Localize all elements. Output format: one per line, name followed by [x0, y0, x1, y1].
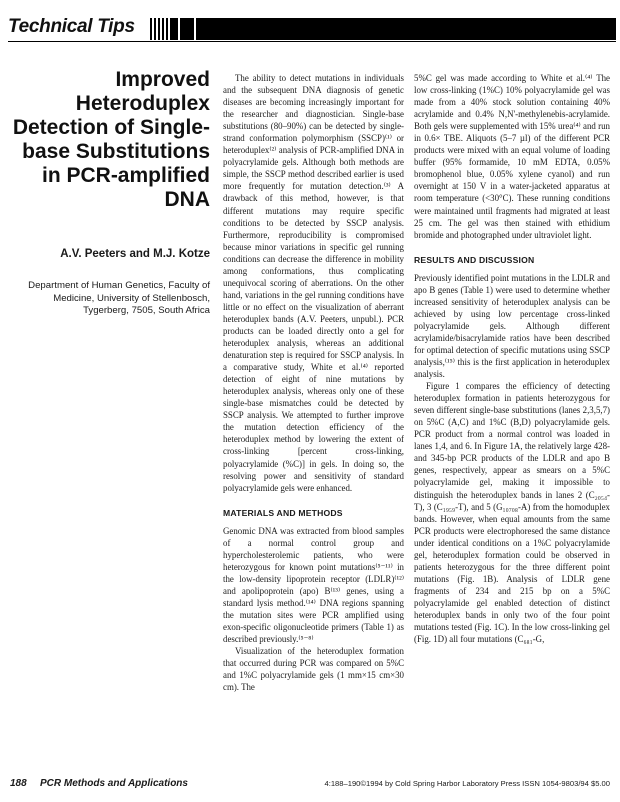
journal-name: PCR Methods and Applications [40, 778, 188, 789]
results-paragraph-2: Figure 1 compares the efficiency of detecting heteroduplex formation in patients heterozygous for seven different single-base substitutions (lanes 2,3,5,7) on 5%C (A,C) and 1%C (B,D) polyacrylamide gels. PCR product from a normal control was loaded in lanes 1,4, and 6. In Figure 1A, the relatively large 428- and 345-bp PCR products of the LDLR and apo B genes, respectively, appear as smears on a 5%C polyacrylamide gel, making it impossible to distinguish the heteroduplex bands in lanes 2 (C₂₀₅₄-T), 3 (C₁₉₅₉-T), and 5 (G₁₀₇₀₈-A) from the homoduplex bands. However, when equal amounts from the same PCR products were electrophoresed the same distance under identical conditions on a 1%C polyacrylamide gel, heteroduplex formation could be observed in patients heterozygous for the three different point mutations (Fig. 1B). Analysis of LDLR gene fragments of 234 and 215 bp on a 5%C polyacrylamide gel enabled detection of distinct heteroduplex bands in only two of the four point mutations tested (Fig. 1C). In the low cross-linking gel (Fig. 1D) all four mutations (C₆₈₁-G, [414, 381, 610, 645]
header-bar-ornament [150, 18, 616, 40]
section-title: Technical Tips [8, 16, 135, 37]
header-rule [8, 41, 616, 42]
results-heading: RESULTS AND DISCUSSION [414, 254, 535, 265]
citation-line: 4:188–190©1994 by Cold Spring Harbor Laboratory Press ISSN 1054-9803/94 $5.00 [324, 779, 610, 788]
page-number: 188 [10, 778, 27, 789]
running-header [0, 12, 620, 42]
body-column-1 [223, 72, 404, 693]
methods-paragraph-2: Visualization of the heteroduplex formation that occurred during PCR was compared on 5%C and 1%C polyacrylamide gels (1 mm×15 cm×30 cm). The [223, 646, 404, 693]
intro-paragraph: The ability to detect mutations in individuals and the subsequent DNA diagnosis of genetic diseases are becoming increasingly important for the researcher and diagnostician. Single-base substitutions (80–90%) can be detected by single-strand conformation polymorphism (SSCP)⁽¹⁾ or heteroduplex⁽²⁾ analysis of PCR-amplified DNA in polyacrylamide gels. Although both methods are simple, the SSCP method described earlier is used more frequently for mutation detection.⁽³⁾ A drawback of this method, however, is that different mutations may require specific conditions to be detected by SSCP analysis. Furthermore, reproducibility is compromised because minor variations in specific gel running conditions can decrease the difference in mobility among conformations, thus complicating unequivocal scoring of aberrations. On the other hand, variations in the gel running conditions have little or no effect on the visualization of aberrant heteroduplex bands (A.V. Peeters, unpubl.). PCR products can be loaded directly onto a gel for heteroduplex analysis, whereas an additional denaturation step is required for SSCP analysis. In a comparative study, White et al.⁽⁴⁾ reported detection of eight of nine mutations by heteroduplex analysis, whereas only one of these single-base mismatches could be detected by SSCP analysis. We attempted to further improve the mutation detection efficiency of the heteroduplex method by lowering the extent of cross-linking [percent cross-linking, polyacrylamide (%C)] in gels. In doing so, the resolving power and sensitivity of standard polyacrylamide gels were enhanced. [223, 73, 404, 493]
body-column-2 [414, 72, 610, 645]
results-paragraph-1: Previously identified point mutations in the LDLR and apo B genes (Table 1) were used to determine whether increased sensitivity of heteroduplex analysis can be achieved by using low percentage cross-linked polyacrylamide gels. Although different acrylamide/bisacrylamide ratios have been described for optimal detection of specific mutations using SSCP analysis,⁽¹⁵⁾ this is the first application in heteroduplex analysis. [414, 272, 610, 380]
title-column [10, 68, 210, 318]
methods-paragraph-3: 5%C gel was made according to White et al.⁽⁴⁾ The low cross-linking (1%C) 10% polyacrylamide gel was made from a 40% stock solution containing 40% acrylamide and 0.4% N,N'-methylenebis-acrylamide. Both gels were supplemented with 15% urea⁽⁴⁾ and run in 0.6× TBE. Aliquots (5–7 µl) of the different PCR products were mixed with an equal volume of loading buffer (95% formamide, 10 mM EDTA, 0.05% bromophenol blue, 0.05% xylene cyanol) and run overnight at 150 V in a water-jacketed apparatus at room temperature (<30°C). These running conditions were maintained until fragments had migrated at least 25 cm. The gel was then stained with ethidium bromide and photographed under ultraviolet light. [414, 73, 610, 240]
methods-paragraph-1: Genomic DNA was extracted from blood samples of a normal control group and hypercholesterolemic patients, who were heterozygous for known point mutations⁽⁵⁻¹¹⁾ in the low-density lipoprotein receptor (LDLR)⁽¹²⁾ and apolipoprotein (apo) B⁽¹³⁾ genes, using a standard lysis method.⁽¹⁴⁾ DNA regions spanning the mutation sites were PCR amplified using exon-specific oligonucleotide primers (Table 1) as described previously.⁽⁵⁻⁸⁾ [223, 525, 404, 645]
page-footer [10, 778, 610, 792]
author-affiliation: Department of Human Genetics, Faculty of Medicine, University of Stellenbosch, Tygerberg, 7505, South Africa [28, 280, 210, 316]
article-title: Improved Heteroduplex Detection of Single-base Substitutions in PCR-amplified DNA [12, 68, 210, 211]
methods-heading: MATERIALS AND METHODS [223, 507, 343, 518]
article-authors: A.V. Peeters and M.J. Kotze [60, 248, 210, 260]
